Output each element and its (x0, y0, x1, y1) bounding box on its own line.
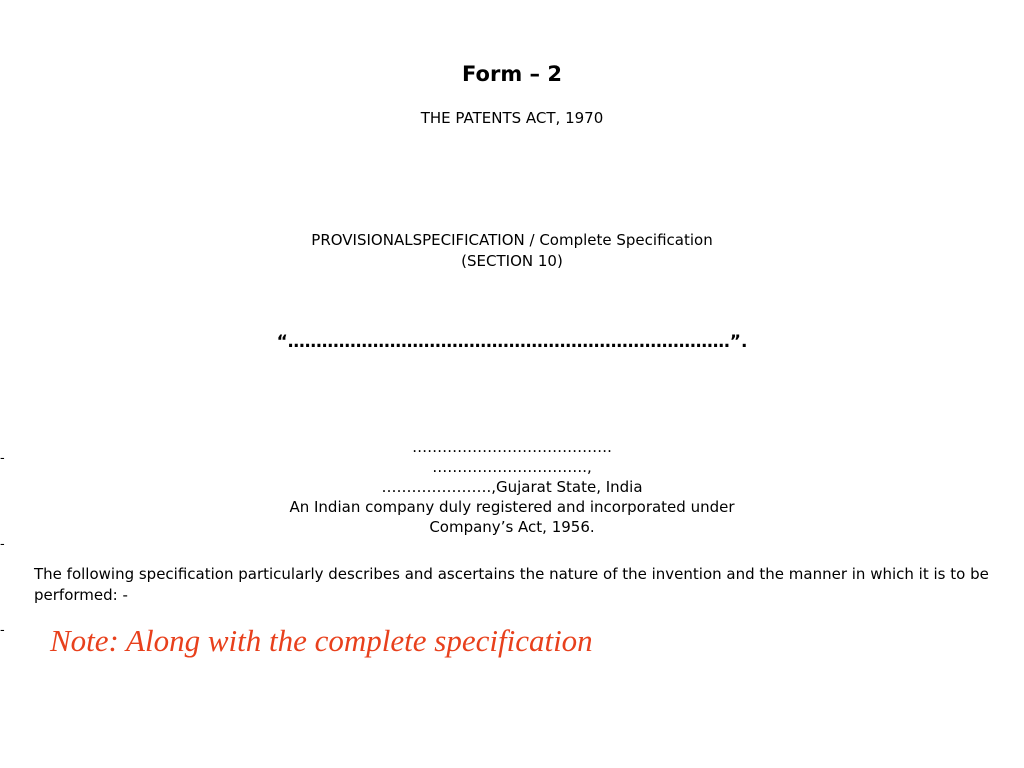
applicant-description: An Indian company duly registered and incorporated under (289, 498, 735, 516)
specification-type: PROVISIONALSPECIFICATION / Complete Specification (311, 231, 713, 249)
margin-mark: - (0, 537, 5, 552)
applicant-act-reference: Company’s Act, 1956. (429, 518, 595, 536)
applicant-city-state: ………………….,Gujarat State, India (381, 478, 643, 496)
form-title: Form – 2 (462, 62, 562, 86)
applicant-name-placeholder: …………………………………. (412, 438, 612, 456)
section-reference: (SECTION 10) (461, 252, 563, 270)
applicant-address-placeholder: …………………………., (432, 458, 592, 476)
note-text: Note: Along with the complete specification (50, 623, 593, 658)
margin-mark: - (0, 623, 5, 638)
specification-block (0, 230, 1024, 272)
margin-mark: - (0, 451, 5, 466)
specification-description: The following specification particularly describes and ascertains the nature of the invention and the manner in which it is to be performed: - (34, 565, 989, 604)
act-title: THE PATENTS ACT, 1970 (420, 109, 604, 127)
applicant-block (0, 437, 1024, 537)
invention-title-placeholder: “……………………………………………………………………”. (276, 332, 748, 352)
